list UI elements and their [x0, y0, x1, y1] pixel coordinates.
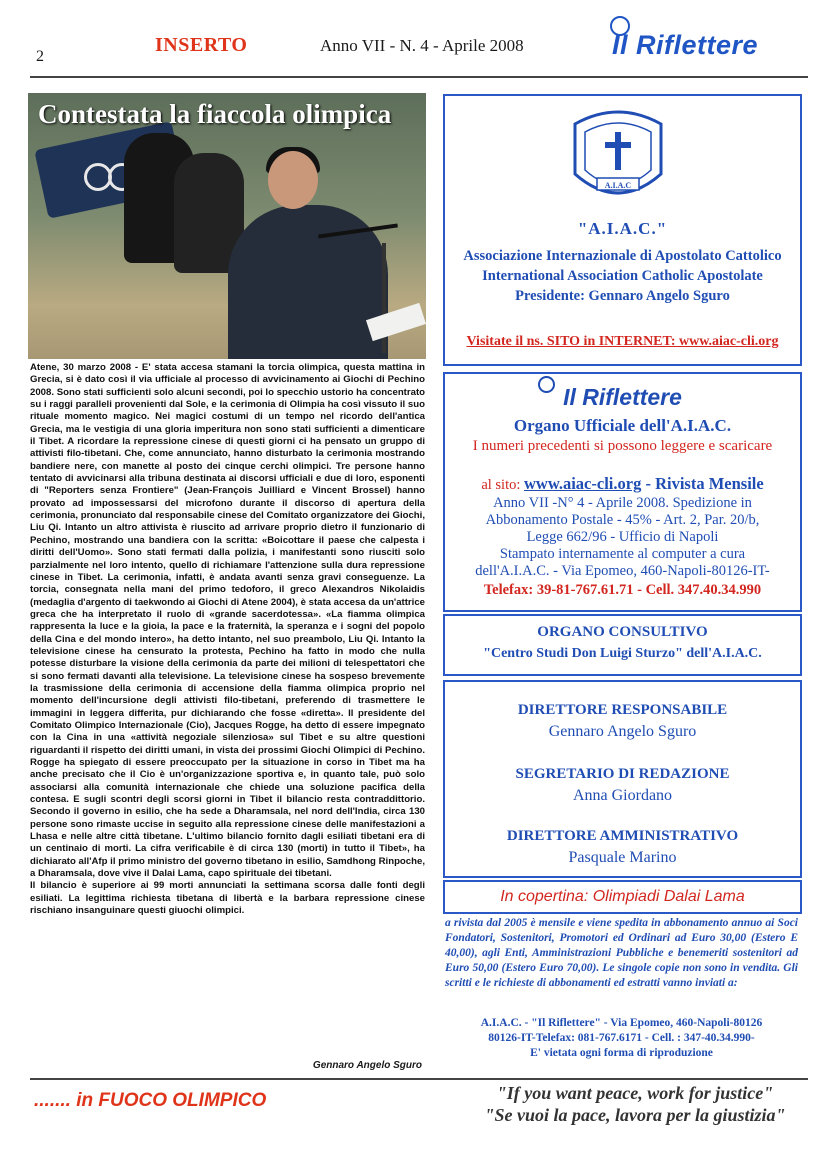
masthead-title: Il Riflettere	[612, 30, 759, 60]
staff-role-name: Anna Giordano	[572, 787, 673, 804]
speaker-head	[268, 151, 318, 209]
article-paragraph: Atene, 30 marzo 2008 - E' stata accesa stamani la torcia olimpica, questa mattina in Grecia, si è dato così il via ufficiale al processo di avvicinamento ai Giochi di Pechino 2008. Sono stati sufficienti solo alcuni secondi, poi lo specchio ustorio ha concentrato su i raggi paralleli provenienti dal Sole, e la cerimonia di Olimpia ha così vissuto il suo rituale momento magico. Nei magici costumi di un tempo nel ricordo dell'antica Grecia, ma le vestigia di una gloria imperitura non sono stati sufficienti a dimenticare il Tibet. A ricordare la repressione cinese di questi giorni ci ha pensato un gruppo di attivisti filo-tibetani. Che, come annunciato, hanno disturbato la cerimonia mostrando bandiere nere, con manette al posto dei cinque cerchi olimpici. Tre persone hanno tentato di avvicinarsi alla tribuna destinata ai discorsi ufficiali e due di loro, esponenti di "Reporters senza Frontiere" (Jean-François Juilliard e Vincent Brossel) hanno provato ad impossessarsi del microfono durante il discorso di apertura della cerimonia, pronunciato dal responsabile cinese del Comitato organizzatore dei Giochi, Liu Qi. Intanto un altro attivista è riuscito ad arrivare proprio dietro il funzionario di Pechino, mostrando una bandiera con la scritta: «Boicottare il paese che calpesta i diritti dell'Uomo». Sono stati fermati dalla polizia, i manifestanti sono riusciti solo parzialmente nel loro intento, quello di richiamare l'attenzione sulla dura repressione cinese in Tibet. La cerimonia, infatti, è andata avanti senza gravi conseguenze. La torcia, consegnata nella mani del primo tedoforo, il greco Alexandros Nikolaidis (medaglia d'argento di taekwondo ai Giochi di Atene 2004), è stata accesa da un'attrice greca che ha interpretato il ruolo di «grande sacerdotessa». «La fiamma olimpica rappresenta la luce e la gioia, la pace e la fraternità, la speranza e i sogni del popolo della Cina e del mondo intero», ha detto intanto, nel suo preambolo, Liu Qi. Intanto la televisione cinese ha censurato la protesta, Pechino ha fatto in modo che nulla potesse disturbare la visione della cerimonia da parte dei milioni di telespettatori che si sono fermati davanti alla televisione. La televisione cinese ha sospeso brevemente la trasmissione della cerimonia di accensione della fiamma olimpica proprio nel momento dell'incursione degli attivisti filo-tibetani, preferendo di trasmettere le immagini in leggera differita, pur dichiarando che fosse «diretta». Il presidente del Comitato Olimpico Internazionale (Cio), Jacques Rogge, ha detto di essere impegnato con la Cina in una «attività negoziale silenziosa» sul Tibet e su altre questioni riguardanti il rispetto dei diritti umani, in vista dei prossimi Giochi Olimpici di Pechino. Rogge ha spiegato di essere preoccupato per la situazione in corso in Tibet ma ha anche precisato che il Cio è un'organizzazione sportiva e, in quanto tale, può solo associarsi alla comunità internazionale che chiede una soluzione pacifica della contesa. E sugli scontri degli scorsi giorni in Tibet il bilancio resta contraddittorio. Secondo il governo in esilio, che ha sede a Dharamsala, nel nord dell'India, circa 130 persone sono rimaste uccise in seguito alla repressione cinese delle manifestazioni a Lhasa e nelle altre città tibetane. L'ultimo bilancio fornito dagli esiliati tibetani era di un centinaio di morti. La cifra verificabile è di circa 130 (morti) in tutto il Tibet», ha dichiarato all'Afp il primo ministro del governo tibetano in esilio, Samdhong Rinpoche, a Dharamsala, dove vive il Dalai Lama, capo spirituale dei tibetani.	[30, 362, 426, 880]
page-number: 2	[36, 48, 44, 65]
consultivo-text: "Centro Studi Don Luigi Sturzo" dell'A.I.A.C.	[483, 646, 762, 661]
contact-line: E' vietata ogni forma di riproduzione	[530, 1047, 713, 1059]
riflettere-box	[443, 372, 802, 612]
site-suffix: - Rivista Mensile	[641, 474, 764, 493]
contact-line: A.I.A.C. - "Il Riflettere" - Via Epomeo, 460-Napoli-80126	[480, 1017, 763, 1029]
section-label: INSERTO	[155, 34, 248, 56]
riflettere-site-line	[445, 474, 800, 494]
riflettere-line: dell'A.I.A.C. - Via Epomeo, 460-Napoli-80126-IT-	[475, 563, 770, 579]
aiac-line-english: International Association Catholic Apostolate	[482, 268, 763, 284]
site-url-link[interactable]: www.aiac-cli.org	[524, 474, 642, 493]
article-photo	[28, 93, 426, 359]
quote-italian: "Se vuoi la pace, lavora per la giustizia"	[484, 1105, 786, 1125]
riflettere-line: Stampato internamente al computer a cura	[499, 546, 746, 562]
aiac-logo-icon	[565, 104, 671, 210]
footer-divider	[30, 1078, 808, 1080]
riflettere-line: Legge 662/96 - Ufficio di Napoli	[526, 529, 719, 545]
website-link[interactable]: Visitate il ns. SITO in INTERNET: www.aiac-cli.org	[466, 334, 779, 349]
issue-info: Anno VII - N. 4 - Aprile 2008	[320, 36, 524, 55]
riflettere-line: Abbonamento Postale - 45% - Art. 2, Par. 20/b,	[485, 512, 760, 528]
riflettere-archive-note: I numeri precedenti si possono leggere e scaricare	[472, 438, 773, 454]
subscription-text: a rivista dal 2005 è mensile e viene spedita in abbonamento annuo ai Soci Fondatori, Sostenitori, Promotori ed Ordinari ad Euro 30,00 (Estero E 40,00), agli Enti, Amministrazioni Pubbliche e benemeriti sostenitori ad Euro 50,00 (Estero Euro 70,00). Le singole copie non sono in vendita. Gli scritti e le richieste di abbonamenti ed estratti vanno inviati a:	[445, 917, 798, 989]
riflettere-telefax: Telefax: 39-81-767.61.71 - Cell. 347.40.34.990	[483, 582, 762, 598]
staff-role-title: SEGRETARIO DI REDAZIONE	[515, 766, 730, 782]
cover-note: In copertina: Olimpiadi Dalai Lama	[443, 880, 802, 914]
riflettere-line: Anno VII -N° 4 - Aprile 2008. Spedizione in	[493, 495, 752, 511]
consultivo-heading: ORGANO CONSULTIVO	[537, 624, 708, 640]
subscription-contact	[445, 1016, 798, 1061]
aiac-president: Presidente: Gennaro Angelo Sguro	[515, 288, 730, 304]
consultivo-box	[443, 614, 802, 676]
staff-role-title: DIRETTORE RESPONSABILE	[517, 702, 728, 718]
riflettere-title: Il Riflettere	[563, 384, 682, 410]
aiac-box	[443, 94, 802, 366]
footer-quote	[460, 1082, 810, 1126]
logo-label: A.I.A.C	[604, 181, 632, 190]
photo-title: Contestata la fiaccola olimpica	[38, 99, 392, 129]
contact-line: 80126-IT-Telefax: 081-767.6171 - Cell. : 347-40.34.990-	[488, 1032, 755, 1044]
masthead	[612, 26, 812, 66]
staff-role-title: DIRETTORE AMMINISTRATIVO	[506, 828, 739, 844]
staff-role-name: Pasquale Marino	[568, 849, 677, 866]
site-prefix: al sito:	[481, 477, 525, 493]
aiac-line-italian: Associazione Internazionale di Apostolato Cattolico	[463, 248, 782, 264]
article-body	[30, 362, 425, 917]
footer-fuoco-olimpico: ....... in FUOCO OLIMPICO	[34, 1090, 267, 1111]
header-divider	[30, 76, 808, 78]
article-byline: Gennaro Angelo Sguro	[312, 1060, 422, 1071]
staff-box	[443, 680, 802, 878]
article-paragraph: Il bilancio è superiore ai 99 morti annunciati la settimana scorsa dalle fonti degli esiliati. La legittima richiesta tibetana di libertà e la barbara repressione cinese rischiano insanguinare questi giuochi olimpici.	[30, 880, 425, 917]
staff-role-name: Gennaro Angelo Sguro	[548, 723, 697, 740]
quote-english: "If you want peace, work for justice"	[496, 1083, 774, 1103]
riflettere-organ: Organo Ufficiale dell'A.I.A.C.	[513, 416, 732, 435]
aiac-name: "A.I.A.C."	[577, 219, 668, 238]
